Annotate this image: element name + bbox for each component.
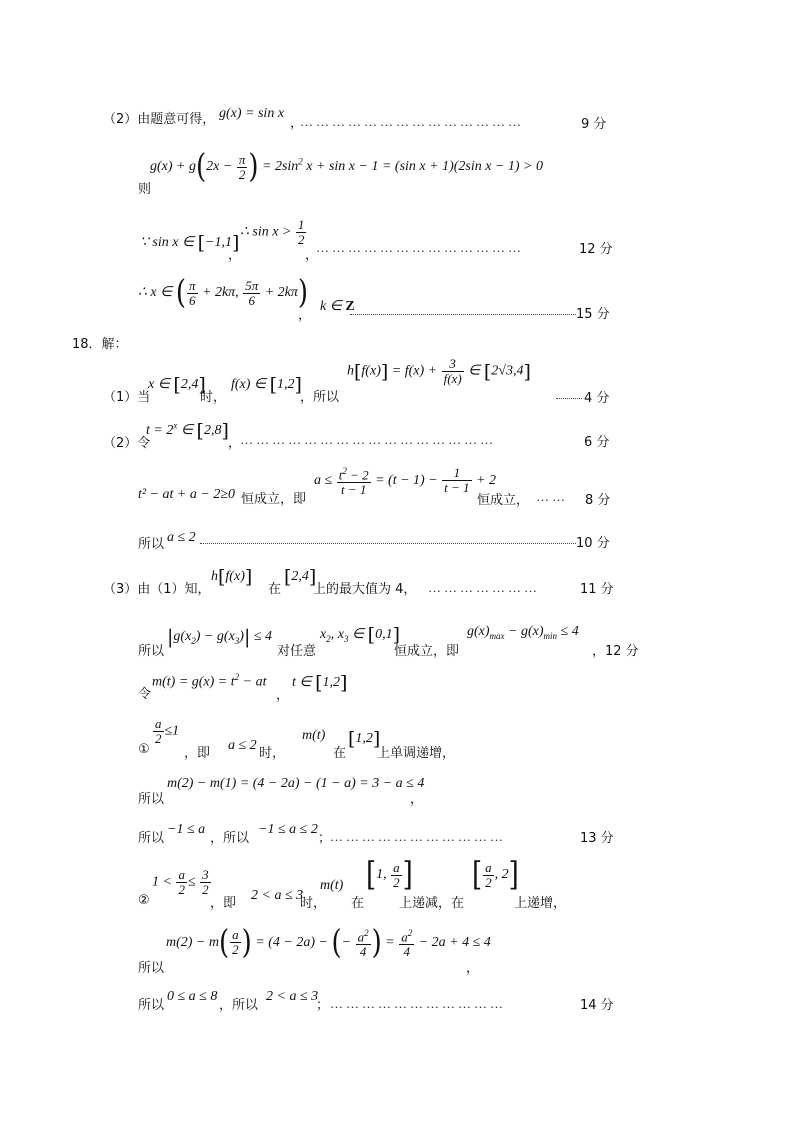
q18-p3-h: h[f(x)] [211,566,253,588]
q18-t-int: t ∈ [1,2] [292,672,348,694]
q18-c1-when: 时， [259,746,286,761]
q18-hold3: 恒成立，即 [394,644,460,659]
p2-then: 则 [138,182,152,197]
q18-c2-r1: 0 ≤ a ≤ 8 [167,989,218,1004]
dot-leader: ………………………………… [316,240,524,255]
q18-so3: 所以 [138,961,165,976]
comma: ， [305,248,319,263]
q18-so-a: 所以 [138,537,165,552]
score-12: 12 分 [579,242,613,257]
score-14: 14 分 [580,998,614,1013]
q18-c2-a: 2 < a ≤ 3 [251,888,304,903]
dot-leader [200,543,576,544]
q18-p1-label: （1）当 [103,390,151,405]
q18-c1-a: a ≤ 2 [228,738,257,753]
q18-so4a: 所以 [138,998,165,1013]
semicolon: ； [318,831,332,846]
q18-gmax: $g(x)_{max} - g(x)_{min} \le 4$ [467,624,579,641]
p2-eq-g: g(x) = sin x [219,106,285,121]
dot-leader [556,398,582,399]
p2-therefore: ∴ x ∈ ( $\frac{\pi}{6}$ + 2kπ, $\frac{5\pi}{6}$ + 2kπ) [138,274,309,312]
q18-so2a: 所以 [138,831,165,846]
q18-c2-inc: 上递增， [514,896,567,911]
dot-leader: …………………………… [330,829,506,844]
p2-line [103,112,215,126]
q18-p1-time: 时， [200,390,227,405]
dot-leader [350,314,576,315]
q18-p1-fx: f(x) ∈ [1,2] [231,374,302,396]
q18-so: 所以 [138,644,165,659]
q18-c1-in: 在 [333,746,347,761]
q18-c2-in: 在 [351,896,365,911]
semicolon: ； [316,998,330,1013]
dot-leader: …… [536,489,568,504]
q18-c1-i: ，即 [184,746,211,761]
q18-mt: $m(t) = g(x) = t^2$ − at [152,672,267,690]
q18-p3-in: 在 [268,582,282,597]
score-11: 11 分 [580,582,614,597]
q18-forall: 对任意 [277,644,317,659]
q18-c1-mono: 上单调递增， [377,746,456,761]
dot-leader: ………………… [428,580,540,595]
comma: ， [228,248,242,263]
score-10: 10 分 [576,536,610,551]
q18-x23: $x_2$, $x_3$ ∈ [0,1] [320,624,400,646]
comma: ， [466,961,480,976]
comma: ， [276,688,290,703]
q18-c1-cond: $\frac{a}{2}$ ≤1 [155,716,180,746]
q18-c2-eq: m(2) − m( $\frac{a}{2}$ ) = (4 − 2a) − (− $\frac{a^2}{4}$ ) = $\frac{a^2}{4}$ − 2a + 4 ≤ 4 [166,923,491,962]
q18-so2b: ，所以 [210,831,250,846]
score-4: 4 分 [584,391,610,406]
q18-a-ineq: a ≤ $\frac{t^2 - 2}{t - 1}$ = (t − 1) − $\frac{1}{t - 1}$ + 2 [314,465,496,498]
q18-so1: 所以 [138,792,165,807]
score-9: 9 分 [581,117,607,132]
dot-leader: ………………………………………… [240,432,496,447]
p2-comma: ， [290,116,304,131]
score-8: 8 分 [585,493,611,508]
q18-title: 18．解： [72,337,128,352]
q18-c1-mt: m(t) [302,728,326,743]
q18-c2-r2: 2 < a ≤ 3 [266,989,319,1004]
comma: ， [228,436,242,451]
score-15: 15 分 [576,307,610,322]
q18-c2: ② [138,893,150,908]
q18-ineq: t² − at + a − 2≥0 [138,487,236,502]
q18-p3-int: [2,4] [284,566,317,588]
q18-c2-int1: [1, $\frac{a}{2}$ ] [366,856,413,894]
p2-label: （2）由题意可得， [103,112,216,127]
dot-leader: …………………………… [330,996,506,1011]
score-12b: ，12 分 [592,644,639,659]
q18-so4b: ，所以 [219,998,259,1013]
q18-c2-int2: [ $\frac{a}{2}$ , 2] [472,856,519,894]
q18-c2-when: 时， [300,896,327,911]
q18-p2-label: （2）令 [103,436,151,451]
score-13: 13 分 [580,831,614,846]
q18-p3-max: 上的最大值为 4， [313,582,417,597]
p2-eq-main: g(x) + g(2x − $\frac{\pi}{2}$ ) = $2\sin^2$ x + sin x − 1 = (sin x + 1)(2sin x − 1) > 0 [150,148,543,186]
p2-kz: k ∈ Z [320,299,355,314]
q18-c1-r2: −1 ≤ a ≤ 2 [258,822,318,837]
q18-c1-r1: −1 ≤ a [167,822,206,837]
q18-c1-eq: m(2) − m(1) = (4 − 2a) − (1 − a) = 3 − a ≤ 4 [167,776,425,791]
q18-c2-mt: m(t) [320,878,344,893]
dot-leader: …………………………………… [300,114,524,129]
q18-let: 令 [138,687,152,702]
comma: ， [410,792,424,807]
q18-p2-t: $t = 2^x$ ∈ [2,8] [146,420,229,442]
q18-abs: $|g(x_2) - g(x_3)| \le 4$ [167,626,273,648]
score-6: 6 分 [584,435,610,450]
comma: ， [298,308,312,323]
q18-c2-cond: 1 < $\frac{a}{2}$ ≤ $\frac{3}{2}$ [152,867,209,897]
q18-p1-x: x ∈ [2,4] [148,374,206,396]
q18-a-le2: a ≤ 2 [167,530,196,545]
p2-so-sin: ∴ sin x > $\frac{1}{2}$ [240,217,305,247]
q18-c1: ① [138,742,150,757]
p2-because: ∵ sin x ∈ [−1,1] [140,232,240,254]
q18-p3-label: （3）由（1）知， [103,582,211,597]
q18-hold2: 恒成立， [477,493,530,508]
q18-p1-so: ，所以 [300,390,340,405]
q18-p1-h: h[f(x)] = f(x) + $\frac{3}{f(x)}$ ∈ [2√3,4] [347,356,531,386]
q18-c2-dec: 上递减，在 [399,896,465,911]
q18-c2-i: ，即 [210,896,237,911]
q18-hold1: 恒成立，即 [241,492,307,507]
q18-c1-int: [1,2] [348,728,381,750]
